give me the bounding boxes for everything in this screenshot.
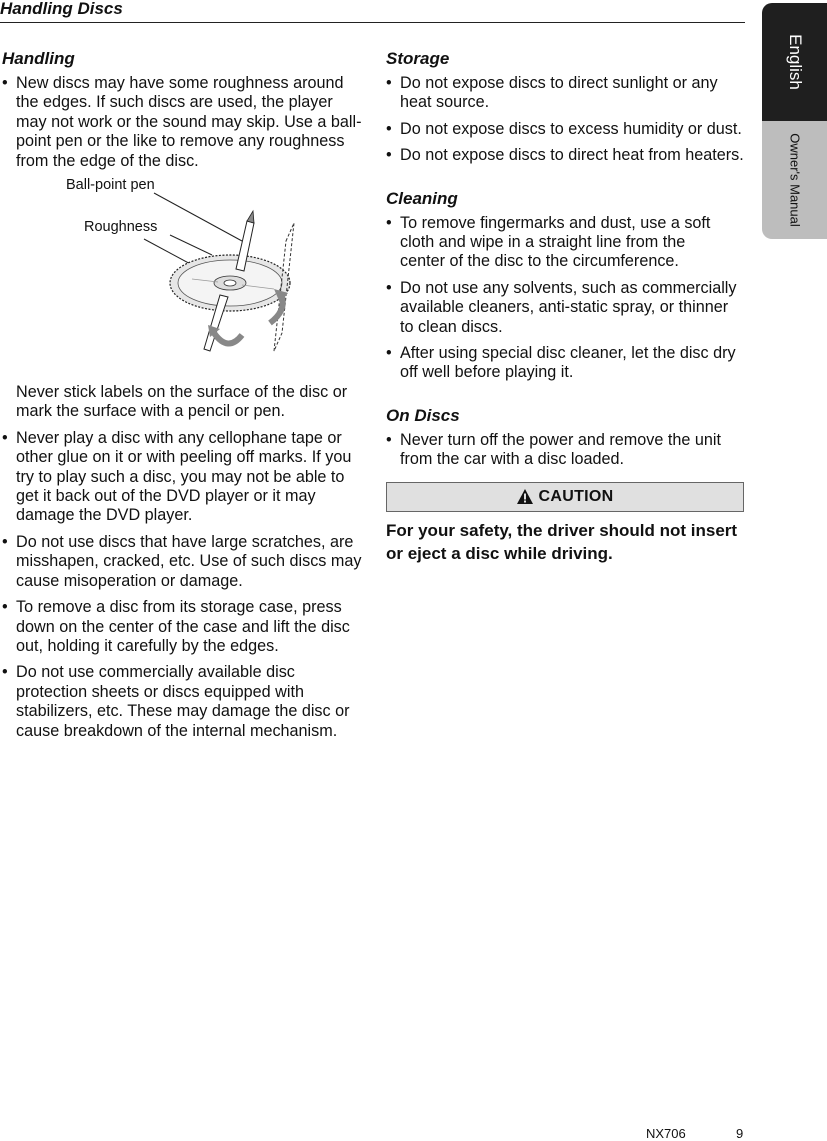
disc-illustration [24, 183, 324, 361]
doc-type-label: Owner's Manual [787, 133, 802, 227]
on-discs-list [386, 431, 746, 470]
cleaning-heading: Cleaning [386, 188, 458, 208]
caution-text: For your safety, the driver should not insert or eject a disc while driving. [386, 520, 738, 563]
page-title: Handling Discs [0, 0, 123, 18]
doc-type-tab [762, 121, 827, 239]
list-item: • Do not use discs that have large scratches, are misshapen, cracked, etc. Use of such discs may cause misoperation or damage. [2, 533, 364, 591]
list-item: • Never play a disc with any cellophane tape or other glue on it or with peeling off marks. If you try to play such a disc, you may not be able to get it back out of the DVD player or it may damage the DVD player. [2, 429, 364, 526]
on-discs-section [386, 405, 746, 470]
page-header [0, 0, 745, 23]
list-item: • To remove fingermarks and dust, use a soft cloth and wipe in a straight line from the center of the disc to the circumference. [386, 214, 746, 272]
list-item: • To remove a disc from its storage case, press down on the center of the case and lift the disc out, holding it carefully by the edges. [2, 598, 364, 656]
cleaning-list [386, 214, 746, 383]
list-item: • Do not use any solvents, such as commercially available cleaners, anti-static spray, or thinner to clean discs. [386, 279, 746, 337]
list-item: • Do not expose discs to excess humidity or dust. [386, 120, 746, 139]
on-discs-heading: On Discs [386, 405, 460, 425]
storage-list [386, 74, 746, 166]
right-column [386, 48, 746, 565]
caution-title: CAUTION [538, 487, 614, 505]
caution-box [386, 482, 744, 512]
list-item: • New discs may have some roughness around the edges. If such discs are used, the player may not work or the sound may skip. Use a ball-point pen or the like to remove any roughness from the edge of the disc. [2, 74, 364, 171]
figure-label-pen: Ball-point pen [66, 177, 155, 194]
page-number: 9 [736, 1126, 744, 1141]
language-label: English [785, 34, 805, 90]
left-column [2, 48, 364, 748]
list-item: • Never turn off the power and remove the unit from the car with a disc loaded. [386, 431, 746, 470]
language-tab [762, 3, 827, 121]
storage-section [386, 48, 746, 166]
list-item: • After using special disc cleaner, let the disc dry off well before playing it. [386, 344, 746, 383]
list-item: • Do not use commercially available disc protection sheets or discs equipped with stabilizers, etc. These may damage the disc or cause breakdown of the internal mechanism. [2, 663, 364, 741]
model-number: NX706 [646, 1126, 686, 1141]
figure-label-roughness: Roughness [84, 219, 158, 236]
handling-note: Never stick labels on the surface of the disc or mark the surface with a pencil or pen. [16, 383, 348, 421]
side-tab [762, 3, 827, 239]
warning-icon [517, 489, 533, 504]
list-item: • Do not expose discs to direct heat from heaters. [386, 146, 746, 165]
cleaning-section [386, 188, 746, 383]
handling-heading: Handling [2, 49, 75, 68]
handling-list [2, 74, 364, 171]
handling-list-2 [2, 429, 364, 741]
list-item: • Do not expose discs to direct sunlight or any heat source. [386, 74, 746, 113]
storage-heading: Storage [386, 49, 450, 68]
disc-handling-figure [24, 177, 324, 361]
